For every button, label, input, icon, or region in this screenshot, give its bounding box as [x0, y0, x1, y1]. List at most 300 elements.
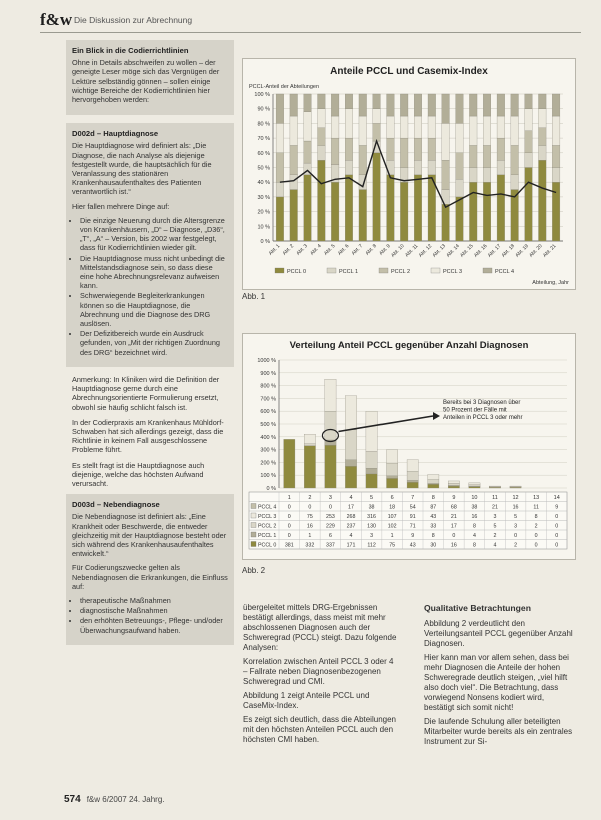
- table-cell: 4: [493, 542, 497, 549]
- bar-segment: [325, 411, 336, 440]
- table-cell: 130: [367, 523, 376, 530]
- bar-segment: [483, 182, 491, 241]
- x-tick-label: Abt. 11: [404, 243, 420, 259]
- table-header-cell: 10: [471, 495, 478, 501]
- table-cell: 0: [534, 533, 538, 539]
- table-header-cell: 14: [553, 495, 560, 501]
- paragraph: Hier kann man vor allem sehen, dass bei mehr Diagnosen die Anteile der hohen Schweregrade deutlich steigen, „viel hilft also doch viel“. Die Betrachtung, dass vorwiegend Nonsens kodiert wird, bestätigt sich somit nicht!: [424, 653, 569, 712]
- bar-segment: [414, 138, 422, 160]
- table-cell: 6: [328, 533, 332, 539]
- table-cell: 33: [430, 523, 437, 530]
- bar-segment: [304, 434, 315, 444]
- y-tick-label: 60 %: [257, 150, 270, 157]
- table-row-label: PCCL 3: [258, 514, 277, 520]
- box-heading: D003d – Nebendiagnose: [72, 500, 160, 510]
- bar-segment: [414, 160, 422, 175]
- x-tick-label: Abt. 8: [364, 243, 378, 257]
- bar-segment: [359, 94, 367, 116]
- table-cell: 30: [430, 542, 437, 549]
- bar-segment: [483, 94, 491, 116]
- bar-segment: [387, 175, 395, 241]
- table-cell: 68: [450, 504, 457, 511]
- x-tick-label: Abt. 18: [500, 243, 517, 259]
- journal-issue: f&w 6/2007 24. Jahrg.: [86, 795, 165, 804]
- bar-segment: [525, 109, 533, 131]
- legend-label: PCCL 0: [287, 269, 307, 275]
- bar-segment: [304, 175, 312, 241]
- x-tick-label: Abt. 13: [431, 243, 448, 259]
- table-header-cell: 1: [287, 495, 291, 501]
- x-tick-label: Abt. 17: [486, 243, 503, 259]
- table-cell: 75: [389, 542, 396, 549]
- legend-swatch: [483, 268, 492, 273]
- bar-segment: [373, 109, 381, 124]
- bar-segment: [304, 444, 315, 446]
- table-cell: 38: [471, 504, 478, 511]
- table-header-cell: 12: [512, 495, 519, 501]
- legend-label: PCCL 3: [443, 269, 463, 275]
- bar-segment: [525, 131, 533, 153]
- table-cell: 16: [512, 504, 519, 511]
- y-tick-label: 100 %: [260, 473, 276, 480]
- bar-segment: [511, 145, 519, 174]
- bar-segment: [538, 109, 546, 128]
- section-heading: Qualitative Betrachtungen: [424, 603, 531, 613]
- bar-segment: [318, 145, 326, 160]
- info-box-hauptdiagnose: [66, 123, 234, 367]
- legend-label: PCCL 1: [339, 269, 359, 275]
- chart-pccl-diagnosen-svg: [243, 334, 575, 559]
- y-tick-label: 10 %: [257, 224, 270, 231]
- bar-segment: [407, 482, 418, 488]
- table-cell: 54: [409, 504, 416, 511]
- y-tick-label: 200 %: [260, 460, 276, 467]
- y-axis-label: PCCL-Anteil der Abteilungen: [249, 84, 320, 90]
- bar-segment: [284, 439, 295, 488]
- y-tick-label: 40 %: [257, 180, 270, 187]
- bar-segment: [373, 153, 381, 241]
- table-header-cell: 5: [370, 495, 374, 501]
- right-column: [424, 603, 576, 751]
- bar-segment: [304, 94, 312, 112]
- bar-segment: [414, 175, 422, 241]
- chart-title: Verteilung Anteil PCCL gegenüber Anzahl Diagnosen: [289, 340, 529, 351]
- table-cell: 43: [430, 514, 437, 520]
- table-cell: 0: [452, 533, 456, 539]
- bar-segment: [400, 116, 408, 138]
- bar-segment: [276, 182, 284, 197]
- bar-segment: [511, 116, 519, 145]
- table-header-cell: 11: [492, 495, 498, 501]
- table-cell: 1: [390, 533, 394, 539]
- table-cell: 0: [555, 514, 559, 520]
- bar-segment: [442, 204, 450, 241]
- legend-label: PCCL 2: [391, 269, 411, 275]
- table-cell: 0: [555, 542, 559, 549]
- y-tick-label: 70 %: [257, 136, 270, 143]
- table-cell: 381: [284, 542, 294, 549]
- bar-segment: [428, 480, 439, 484]
- bar-segment: [414, 94, 422, 116]
- box-heading: Ein Blick in die Codierrichtlinien: [72, 46, 189, 55]
- left-column: [66, 40, 234, 653]
- y-tick-label: 30 %: [257, 194, 270, 201]
- table-header-cell: 8: [431, 495, 435, 501]
- table-cell: 0: [514, 533, 518, 539]
- callout-line: 50 Prozent der Fälle mit: [443, 407, 507, 414]
- table-cell: 9: [555, 504, 559, 511]
- bar-segment: [387, 116, 395, 138]
- paragraph: Es zeigt sich deutlich, dass die Abteilungen mit den höchsten Anteilen PCCL auch den höchsten CMI haben.: [243, 715, 396, 744]
- bar-segment: [428, 484, 439, 488]
- bar-segment: [290, 175, 298, 190]
- bar-segment: [469, 94, 477, 116]
- callout-line: Anteilen in PCCL 3 oder mehr: [443, 415, 523, 421]
- table-cell: 16: [306, 523, 313, 530]
- x-tick-label: Abt. 3: [295, 243, 309, 257]
- bar-segment: [407, 471, 418, 480]
- bar-segment: [345, 160, 353, 175]
- table-cell: 17: [450, 523, 457, 530]
- legend-swatch: [251, 523, 256, 528]
- table-cell: 8: [534, 514, 538, 520]
- list-item: • diagnostische Maßnahmen: [80, 606, 228, 615]
- table-header-cell: 7: [411, 495, 415, 501]
- bar-segment: [428, 94, 436, 116]
- bar-segment: [510, 486, 521, 487]
- bar-segment: [400, 94, 408, 116]
- bar-segment: [448, 481, 459, 484]
- table-cell: 0: [555, 523, 559, 530]
- box-text: Ohne in Details abschweifen zu wollen – der geneigte Leser möge sich das Vergnügen der Lektüre selbständig gönnen – sollen einige wichtige Bereiche der Kodierrichtlinien hier hervorgehoben werden:: [72, 58, 220, 105]
- bar-segment: [387, 138, 395, 160]
- bar-segment: [387, 94, 395, 116]
- legend-swatch: [379, 268, 388, 273]
- bar-segment: [345, 460, 356, 466]
- paragraph: Korrelation zwischen Anteil PCCL 3 oder 4 – Fallrate neben Diagnosenbezogenen Schweregrad und CMI.: [243, 657, 394, 686]
- table-cell: 4: [349, 533, 353, 539]
- table-header-cell: 6: [390, 495, 394, 501]
- table-cell: 8: [472, 523, 476, 530]
- x-tick-label: Abt. 21: [542, 243, 558, 259]
- y-tick-label: 300 %: [260, 447, 276, 454]
- legend-label: PCCL 4: [495, 269, 515, 275]
- bar-segment: [428, 475, 439, 480]
- table-cell: 107: [387, 514, 397, 520]
- chart-pccl-cmi-svg: [243, 59, 575, 289]
- legend-swatch: [275, 268, 284, 273]
- x-tick-label: Abt. 20: [528, 243, 544, 259]
- bar-segment: [318, 128, 326, 146]
- table-cell: 2: [514, 542, 518, 549]
- bar-segment: [400, 138, 408, 167]
- table-cell: 87: [430, 504, 437, 511]
- x-tick-label: Abt. 9: [378, 243, 392, 257]
- y-tick-label: 800 %: [260, 383, 276, 390]
- y-tick-label: 100 %: [254, 92, 270, 98]
- bar-segment: [497, 138, 505, 160]
- y-tick-label: 90 %: [257, 106, 270, 113]
- bar-segment: [489, 486, 500, 487]
- table-cell: 2: [493, 533, 497, 539]
- table-cell: 18: [389, 504, 396, 511]
- box-text: Die Hauptdiagnose wird definiert als: „Die Diagnose, die nach Analyse als diejenige festgestellt wurde, die hauptsächlich für die Veranlassung des stationären Krankenhausaufenthaltes des Patienten verantwortlich ist.“: [72, 141, 212, 197]
- table-cell: 229: [326, 523, 335, 530]
- table-cell: 3: [493, 514, 497, 520]
- bar-segment: [304, 112, 312, 141]
- bar-segment: [428, 138, 436, 160]
- list-item: • Der Defizitbereich wurde ein Ausdruck gefunden, von „Mit der richtigen Zuordnung des DRG“ bezeichnet wird.: [80, 329, 228, 357]
- middle-column: [243, 603, 399, 749]
- table-cell: 253: [326, 514, 335, 520]
- bar-segment: [331, 94, 339, 116]
- bar-segment: [525, 168, 533, 242]
- page-number: 574: [64, 794, 81, 805]
- box-heading: D002d – Hauptdiagnose: [72, 129, 159, 139]
- table-cell: 91: [409, 514, 416, 520]
- bar-segment: [456, 123, 464, 152]
- table-cell: 171: [346, 542, 356, 549]
- box-text: Die Nebendiagnose ist definiert als: „Eine Krankheit oder Beschwerde, die entweder gleichzeitig mit der Hauptdiagnose besteht oder sich während des Krankenhausaufenthaltes entwickelt.“: [72, 512, 227, 559]
- table-cell: 38: [368, 504, 375, 511]
- paragraph: Abbildung 1 zeigt Anteile PCCL und CaseMix-Index.: [243, 691, 370, 710]
- bar-segment: [318, 94, 326, 109]
- legend-swatch: [251, 532, 256, 537]
- bar-segment: [442, 160, 450, 189]
- box-text: Hier fallen mehrere Dinge auf:: [72, 201, 170, 211]
- legend-swatch: [251, 504, 256, 509]
- bar-segment: [469, 145, 477, 167]
- bar-segment: [345, 138, 353, 160]
- bar-segment: [276, 123, 284, 152]
- bar-segment: [325, 445, 336, 488]
- table-cell: 0: [287, 514, 291, 520]
- table-cell: 332: [305, 542, 315, 549]
- table-cell: 71: [409, 523, 416, 530]
- y-tick-label: 400 %: [260, 434, 276, 441]
- bar-segment: [442, 94, 450, 123]
- table-row-label: PCCL 1: [258, 533, 277, 539]
- bar-segment: [538, 128, 546, 146]
- list-item: • therapeutische Maßnahmen: [80, 596, 228, 605]
- bar-segment: [331, 116, 339, 138]
- table-cell: 0: [287, 504, 291, 511]
- bar-segment: [359, 190, 367, 241]
- bar-segment: [448, 486, 459, 488]
- table-cell: 0: [328, 504, 332, 511]
- table-cell: 16: [471, 514, 478, 520]
- paragraph: Abbildung 2 verdeutlicht den Verteilungsanteil PCCL gegenüber Anzahl Diagnosen.: [424, 619, 573, 648]
- bar-segment: [290, 116, 298, 145]
- bar-segment: [497, 116, 505, 138]
- bar-segment: [276, 197, 284, 241]
- list-item: • Die Hauptdiagnose muss nicht unbedingt die Mittelstandsdiagnose sein, so dass diese eine hohe Abrechnungsrelevanz aufweisen kann.: [80, 254, 228, 291]
- table-cell: 1: [308, 533, 312, 539]
- arrow-head: [433, 412, 440, 420]
- bar-segment: [483, 168, 491, 183]
- y-tick-label: 900 %: [260, 370, 276, 377]
- x-tick-label: Abt. 14: [445, 243, 461, 259]
- page-header: [40, 10, 581, 33]
- legend-swatch: [431, 268, 440, 273]
- bar-segment: [552, 116, 560, 145]
- x-tick-label: Abt. 7: [350, 243, 365, 257]
- table-cell: 5: [493, 523, 497, 530]
- bar-segment: [538, 160, 546, 241]
- table-cell: 21: [492, 504, 498, 511]
- bar-segment: [552, 168, 560, 183]
- bar-segment: [386, 478, 397, 488]
- table-cell: 0: [308, 504, 312, 511]
- table-cell: 5: [514, 514, 518, 520]
- bar-segment: [469, 182, 477, 241]
- table-cell: 237: [346, 523, 356, 530]
- figure-caption-2: Abb. 2: [242, 566, 266, 575]
- bar-segment: [511, 175, 519, 190]
- table-cell: 2: [534, 523, 538, 530]
- table-cell: 17: [348, 504, 354, 511]
- y-tick-label: 80 %: [257, 121, 270, 128]
- table-cell: 0: [287, 523, 291, 530]
- bar-segment: [345, 466, 356, 488]
- y-tick-label: 20 %: [257, 209, 270, 216]
- bullet-list: [72, 596, 228, 635]
- bar-segment: [345, 396, 356, 430]
- y-tick-label: 700 %: [260, 396, 276, 403]
- table-cell: 8: [472, 542, 476, 549]
- bar-segment: [469, 485, 480, 486]
- bar-segment: [290, 190, 298, 241]
- chart-pccl-cmi: [242, 58, 576, 290]
- table-header-cell: 2: [308, 495, 312, 501]
- bar-segment: [497, 160, 505, 175]
- bar-segment: [318, 160, 326, 241]
- table-cell: 0: [287, 533, 291, 539]
- box-text: Für Codierungszwecke gelten als Nebendiagnosen die Erkrankungen, die Einfluss auf:: [72, 563, 228, 591]
- bar-segment: [414, 116, 422, 138]
- bar-segment: [366, 452, 377, 469]
- info-box-nebendiagnose: [66, 494, 234, 645]
- x-tick-label: Abt. 15: [459, 243, 475, 259]
- legend-swatch: [251, 513, 256, 518]
- bar-segment: [428, 160, 436, 175]
- bar-segment: [511, 94, 519, 116]
- table-cell: 8: [431, 533, 435, 539]
- bar-segment: [469, 168, 477, 183]
- bar-segment: [304, 446, 315, 488]
- bar-segment: [469, 116, 477, 145]
- bar-segment: [456, 94, 464, 123]
- bar-segment: [331, 182, 339, 241]
- y-tick-label: 600 %: [260, 409, 276, 416]
- bar-segment: [325, 379, 336, 411]
- bar-segment: [448, 484, 459, 486]
- bar-segment: [345, 175, 353, 241]
- bar-segment: [318, 109, 326, 128]
- y-tick-label: 1000 %: [257, 358, 276, 364]
- y-tick-label: 500 %: [260, 422, 276, 428]
- bar-segment: [407, 460, 418, 472]
- info-box-codierrichtlinien: [66, 40, 234, 115]
- figure-caption-1: Abb. 1: [242, 292, 266, 301]
- table-cell: 0: [534, 542, 538, 549]
- bar-segment: [456, 197, 464, 241]
- bar-segment: [373, 123, 381, 141]
- x-tick-label: Abt. 16: [473, 243, 489, 259]
- table-cell: 3: [370, 533, 374, 539]
- bar-segment: [483, 145, 491, 167]
- bar-segment: [552, 145, 560, 167]
- list-item: • Die einzige Neuerung durch die Altersgrenze von Krankenhäusern, „D“ – Diagnose, „D36“, „T“, „A“ – Version, bis 2002 war festgelegt, dass für Kodierrichtlinien wieder gilt.: [80, 216, 228, 253]
- x-tick-label: Abt. 19: [514, 243, 530, 259]
- bar-segment: [345, 109, 353, 138]
- bar-segment: [407, 480, 418, 482]
- table-cell: 0: [555, 533, 559, 539]
- legend-swatch: [251, 542, 256, 547]
- table-header-cell: 9: [452, 495, 456, 501]
- source-note: Abteilung, Jahr: [532, 280, 569, 286]
- bar-segment: [469, 483, 480, 485]
- page-footer: [64, 794, 165, 805]
- bar-segment: [366, 474, 377, 488]
- bar-segment: [428, 116, 436, 138]
- bar-segment: [552, 94, 560, 116]
- paragraph: In der Codierpraxis am Krankenhaus Mühldorf-Schwaben hat sich allerdings gezeigt, dass die Richtlinie in keinem Fall ausgeschlossene Probleme führt.: [72, 417, 224, 455]
- bar-segment: [345, 94, 353, 109]
- table-cell: 9: [411, 533, 415, 539]
- bar-segment: [469, 487, 480, 488]
- bar-segment: [290, 94, 298, 116]
- bar-segment: [456, 153, 464, 179]
- table-cell: 75: [306, 514, 313, 520]
- table-cell: 16: [450, 542, 457, 549]
- journal-logo: f&w: [40, 10, 73, 29]
- paragraph: Anmerkung: In Kliniken wird die Definition der Hauptdiagnose gerne durch eine Abrechnungsorientierte Formulierung ersetzt, obwohl sie häufig schlicht falsch ist.: [72, 374, 220, 412]
- body-text-left: [66, 375, 234, 488]
- bar-segment: [483, 116, 491, 145]
- table-cell: 316: [367, 514, 376, 520]
- table-cell: 112: [367, 542, 376, 549]
- bar-segment: [345, 430, 356, 460]
- paragraph: Die laufende Schulung aller beteiligten Mitarbeiter wurde bereits als ein zentrales Instrument zur Si-: [424, 717, 573, 746]
- running-title: Die Diskussion zur Abrechnung: [74, 15, 193, 25]
- x-tick-label: Abt. 2: [281, 243, 296, 257]
- table-cell: 268: [346, 514, 356, 520]
- bar-segment: [276, 94, 284, 123]
- table-cell: 11: [533, 504, 539, 511]
- bar-segment: [359, 116, 367, 145]
- bar-segment: [331, 138, 339, 164]
- table-header-cell: 13: [533, 495, 540, 501]
- chart-pccl-diagnosen: [242, 333, 576, 560]
- bar-segment: [442, 123, 450, 160]
- callout-line: Bereits bei 3 Diagnosen über: [443, 400, 521, 406]
- bar-segment: [400, 182, 408, 241]
- x-tick-label: Abt. 10: [390, 243, 406, 259]
- callout-text: [443, 400, 523, 421]
- paragraph: Es stellt fragt ist die Hauptdiagnose auch diejenige, welche das höchsten Aufwand verursacht.: [72, 460, 205, 488]
- bar-segment: [366, 411, 377, 451]
- bar-segment: [290, 145, 298, 174]
- table-cell: 21: [450, 514, 457, 520]
- bar-segment: [497, 94, 505, 116]
- y-tick-label: 0 %: [266, 486, 276, 492]
- table-header-cell: 4: [349, 495, 353, 501]
- table-header-cell: 3: [328, 495, 332, 501]
- table-row-label: PCCL 0: [258, 542, 277, 549]
- list-item: • den erhöhten Betreuungs-, Pflege- und/oder Überwachungsaufwand haben.: [80, 616, 228, 634]
- bar-segment: [366, 468, 377, 474]
